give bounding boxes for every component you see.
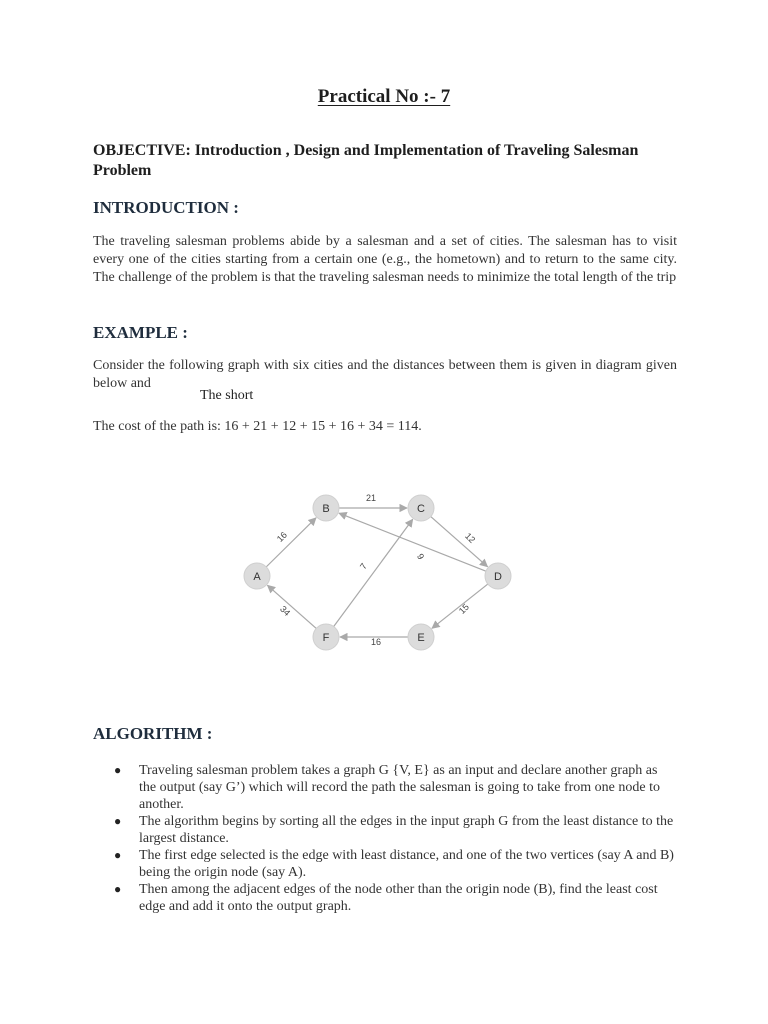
algorithm-step-3: The first edge selected is the edge with least distance, and one of the two vertices (say A and B) being the origin node (say A). <box>139 848 674 880</box>
list-item <box>112 881 677 915</box>
objective-text: OBJECTIVE: Introduction , Design and Implementation of Traveling Salesman Problem <box>93 142 639 179</box>
edge-weight-label: 12 <box>463 530 478 545</box>
edge-f-c <box>334 519 413 626</box>
edge-c-d <box>431 517 488 567</box>
bullet-icon: ● <box>114 814 122 828</box>
introduction-paragraph: The traveling salesman problems abide by a salesman and a set of cities. The salesman has to visit every one of the cities starting from a certain one (e.g., the hometown) and to return to the same city. The challenge of the problem is that the traveling salesman needs to minimize the total length of the trip <box>93 234 677 285</box>
edge-weight-label: 21 <box>365 493 377 503</box>
algorithm-list <box>112 762 677 915</box>
list-item <box>112 762 677 813</box>
example-heading: EXAMPLE : <box>93 323 188 342</box>
bullet-icon: ● <box>114 882 122 896</box>
edge-weight-label: 7 <box>358 561 370 572</box>
node-label: F <box>322 632 330 644</box>
graph-node-b <box>313 495 339 521</box>
node-label: A <box>253 571 261 583</box>
node-label: D <box>494 571 502 583</box>
example-paragraph: Consider the following graph with six cities and the distances between them is given in diagram given below and <box>93 358 677 391</box>
graph-node-a <box>244 563 270 589</box>
algorithm-step-1: Traveling salesman problem takes a graph G {V, E} as an input and declare another graph as the output (say G’) which will record the path the salesman is going to take from one node to another. <box>139 763 660 812</box>
graph-node-e <box>408 624 434 650</box>
bullet-icon: ● <box>114 848 122 862</box>
edge-weight-label: 34 <box>278 603 293 618</box>
edge-a-b <box>266 518 316 567</box>
edge-f-a <box>267 585 316 628</box>
algorithm-heading: ALGORITHM : <box>93 724 213 743</box>
example-overlay-text: The short <box>200 388 254 403</box>
graph-node-c <box>408 495 434 521</box>
edge-weight-label: 16 <box>370 637 382 647</box>
list-item <box>112 813 677 847</box>
edge-weight-label: 16 <box>274 529 289 544</box>
graph-node-d <box>485 563 511 589</box>
graph-edges <box>266 493 488 647</box>
introduction-heading: INTRODUCTION : <box>93 198 239 217</box>
algorithm-step-2: The algorithm begins by sorting all the edges in the input graph G from the least distance to the largest distance. <box>139 814 674 846</box>
page-title: Practical No :- 7 <box>317 86 451 107</box>
edge-weight-label: 15 <box>456 601 471 616</box>
algorithm-step-4: Then among the adjacent edges of the node other than the origin node (B), find the least cost edge and add it onto the output graph. <box>139 882 658 914</box>
node-label: B <box>322 503 330 515</box>
graph-nodes <box>244 495 511 650</box>
graph-node-f <box>313 624 339 650</box>
edge-weight-label: 9 <box>415 551 427 562</box>
bullet-icon: ● <box>114 763 122 777</box>
node-label: E <box>417 632 425 644</box>
node-label: C <box>417 503 425 515</box>
path-cost-text: The cost of the path is: 16 + 21 + 12 + 15 + 16 + 34 = 114. <box>93 419 422 434</box>
list-item <box>112 847 677 881</box>
